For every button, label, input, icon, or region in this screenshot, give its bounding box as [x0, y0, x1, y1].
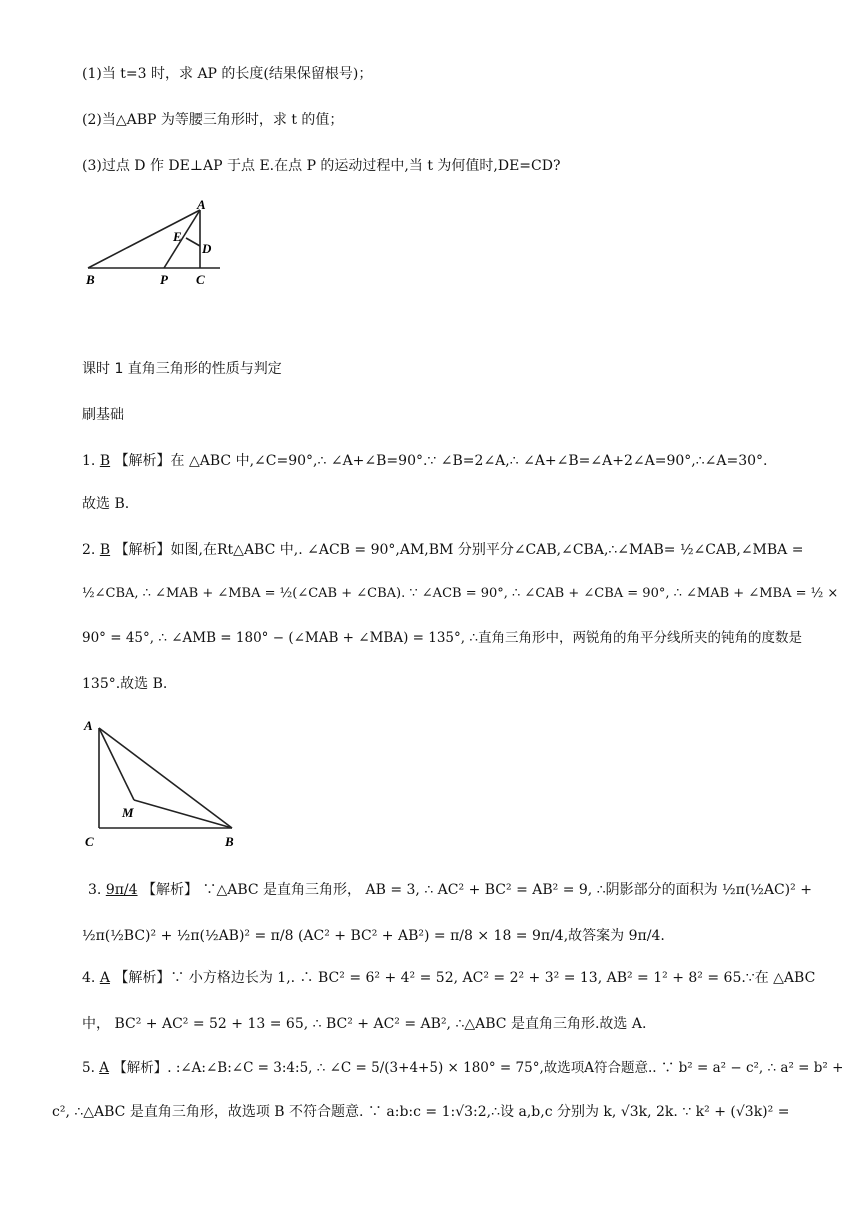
- question-1: (1)当 t=3 时，求 AP 的长度(结果保留根号)；: [82, 66, 373, 82]
- label-A: A: [197, 197, 206, 212]
- label-M: M: [122, 805, 134, 820]
- label-B: B: [86, 272, 95, 287]
- answer-1-choice: B: [99, 453, 111, 469]
- answer-3-text: 【解析】 ∵△ABC 是直角三角形， AB = 3, ∴ AC² + BC² = AB² = 9, ∴阴影部分的面积为 ½π(½AC)² +: [142, 882, 812, 898]
- triangle-figure-1: [80, 196, 230, 296]
- answer-1-text: 【解析】在 △ABC 中,∠C=90°,∴ ∠A+∠B=90°.∵ ∠B=2∠A,∴ ∠A+∠B=∠A+2∠A=90°,∴∠A=30°.: [114, 453, 768, 469]
- answer-4-line-1: [82, 968, 815, 988]
- question-3: (3)过点 D 作 DE⊥AP 于点 E.在点 P 的运动过程中,当 t 为何值时,DE=CD?: [82, 158, 561, 174]
- answer-5-text: 【解析】. :∠A:∠B:∠C = 3:4:5, ∴ ∠C = 5/(3+4+5) × 180° = 75°,故选项A符合题意.. ∵ b² = a² − c², ∴ a² = b² +: [113, 1060, 844, 1076]
- label-C: C: [196, 272, 205, 287]
- answer-4-text: 【解析】∵ 小方格边长为 1,. ∴ BC² = 6² + 4² = 52, AC² = 2² + 3² = 13, AB² = 1² + 8² = 65.∵在 △ABC: [114, 970, 816, 986]
- answer-3-number: 3.: [88, 882, 102, 898]
- question-2: (2)当△ABP 为等腰三角形时，求 t 的值；: [82, 112, 344, 128]
- answer-4-choice: A: [99, 970, 110, 986]
- label-B: B: [225, 834, 234, 849]
- answer-3-line-1: [88, 880, 812, 900]
- label-P: P: [160, 272, 168, 287]
- answer-3-choice: 9π/4: [105, 882, 138, 898]
- answer-2-line-2: ½∠CBA, ∴ ∠MAB + ∠MBA = ½(∠CAB + ∠CBA). ∵ ∠ACB = 90°, ∴ ∠CAB + ∠CBA = 90°, ∴ ∠MAB + ∠MBA = ½ ×: [82, 586, 839, 601]
- answer-3-line-2: ½π(½BC)² + ½π(½AB)² = π/8 (AC² + BC² + AB²) = π/8 × 18 = 9π/4,故答案为 9π/4.: [82, 928, 665, 944]
- answer-2-number: 2.: [82, 542, 96, 558]
- section-subtitle: 刷基础: [82, 407, 124, 423]
- section-title: 课时 1 直角三角形的性质与判定: [82, 361, 282, 377]
- answer-2-choice: B: [99, 542, 111, 558]
- label-A: A: [84, 718, 93, 733]
- answer-5-line-2: c², ∴△ABC 是直角三角形，故选项 B 不符合题意. ∵ a:b:c = 1:√3:2,∴设 a,b,c 分别为 k, √3k, 2k. ∵ k² + (√3k)² =: [52, 1104, 790, 1120]
- answer-5-line-1: [82, 1058, 843, 1078]
- label-C: C: [85, 834, 94, 849]
- answer-2-line-4: 135°.故选 B.: [82, 676, 168, 692]
- label-D: D: [202, 241, 212, 256]
- answer-2-line-3: 90° = 45°, ∴ ∠AMB = 180° − (∠MAB + ∠MBA) = 135°, ∴直角三角形中，两锐角的角平分线所夹的钝角的度数是: [82, 630, 802, 646]
- answer-1-number: 1.: [82, 453, 96, 469]
- answer-1-line-1: [82, 451, 767, 471]
- answer-4-number: 4.: [82, 970, 96, 986]
- answer-5-choice: A: [99, 1060, 109, 1076]
- label-E: E: [173, 229, 182, 244]
- triangle-figure-2: [82, 716, 242, 854]
- answer-1-line-2: 故选 B.: [82, 496, 130, 512]
- answer-2-text: 【解析】如图,在Rt△ABC 中,. ∠ACB = 90°,AM,BM 分别平分∠CAB,∠CBA,∴∠MAB= ½∠CAB,∠MBA =: [114, 542, 804, 558]
- answer-4-line-2: 中， BC² + AC² = 52 + 13 = 65, ∴ BC² + AC² = AB², ∴△ABC 是直角三角形.故选 A.: [82, 1016, 647, 1032]
- answer-2-line-1: [82, 540, 803, 560]
- answer-5-number: 5.: [82, 1060, 95, 1076]
